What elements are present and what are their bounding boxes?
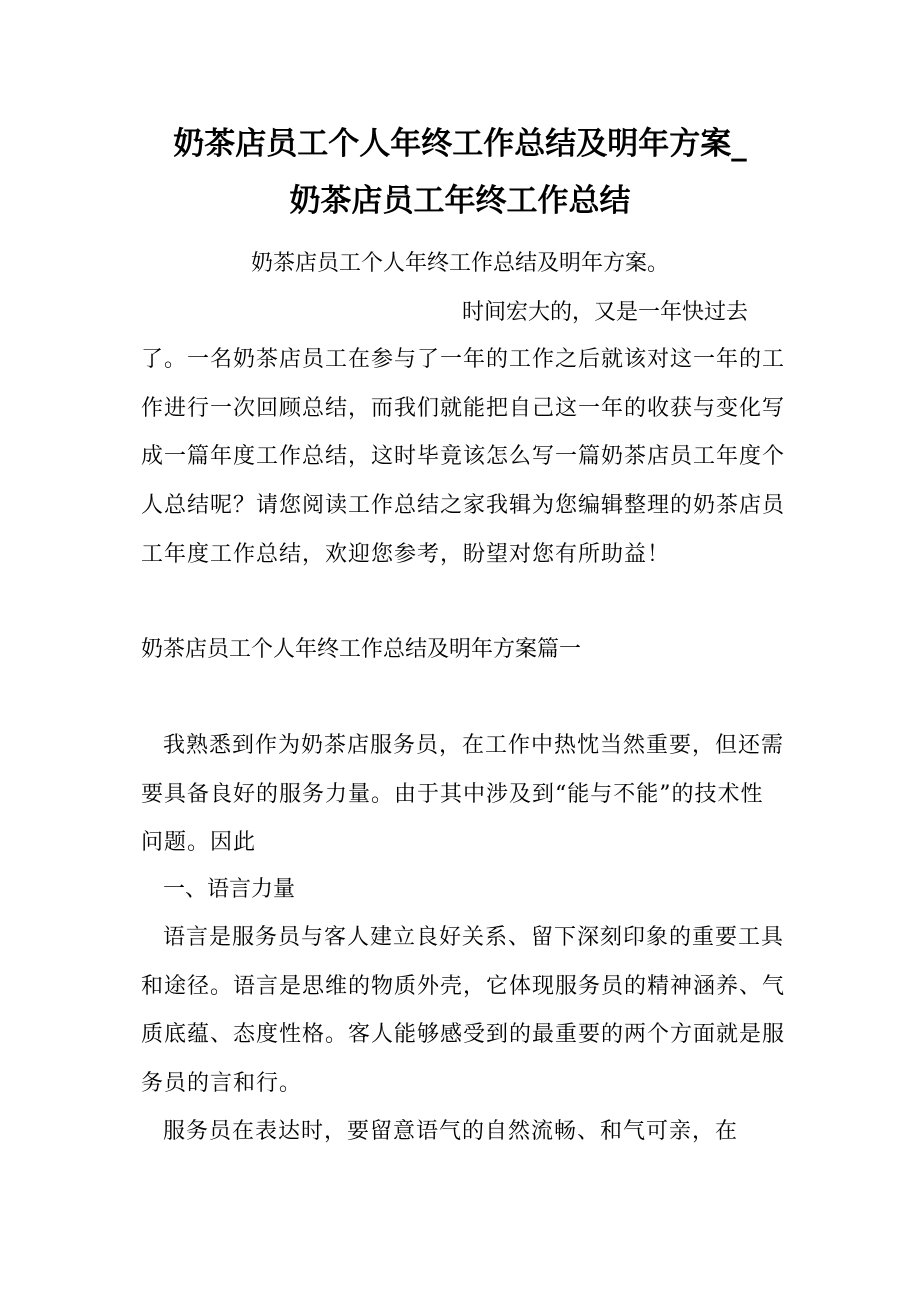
intro-first-line: 时间宏大的，又是一年快过去	[462, 300, 749, 325]
service-paragraph: 我熟悉到作为奶茶店服务员，在工作中热忱当然重要，但还需要具备良好的服务力量。由于其中涉及到“能与不能”的技术性问题。因此	[141, 733, 785, 856]
intro-paragraph: 了。一名奶茶店员工在参与了一年的工作之后就该对这一年的工作进行一次回顾总结，而我们就能把自己这一年的收获与变化写成一篇年度工作总结，这时毕竟该怎么写一篇奶茶店员工年度个人总结呢？请您阅读工作总结之家我辑为您编辑整理的奶茶店员工年度工作总结，欢迎您参考，盼望对您有所助益！	[141, 347, 786, 567]
section-heading-language: 一、语言力量	[163, 877, 296, 902]
document-title-line-1: 奶茶店员工个人年终工作总结及明年方案_	[173, 126, 747, 162]
expression-paragraph: 服务员在表达时，要留意语气的自然流畅、和气可亲，在	[163, 1119, 739, 1144]
document-title-line-2: 奶茶店员工年终工作总结	[289, 183, 631, 219]
language-paragraph: 语言是服务员与客人建立良好关系、留下深刻印象的重要工具和途径。语言是思维的物质外壳，它体现服务员的精神涵养、气质底蕴、态度性格。客人能够感受到的最重要的两个方面就是服务员的言和行。	[141, 925, 786, 1097]
document-subtitle: 奶茶店员工个人年终工作总结及明年方案。	[250, 251, 669, 276]
part-heading: 奶茶店员工个人年终工作总结及明年方案篇一	[141, 637, 582, 662]
